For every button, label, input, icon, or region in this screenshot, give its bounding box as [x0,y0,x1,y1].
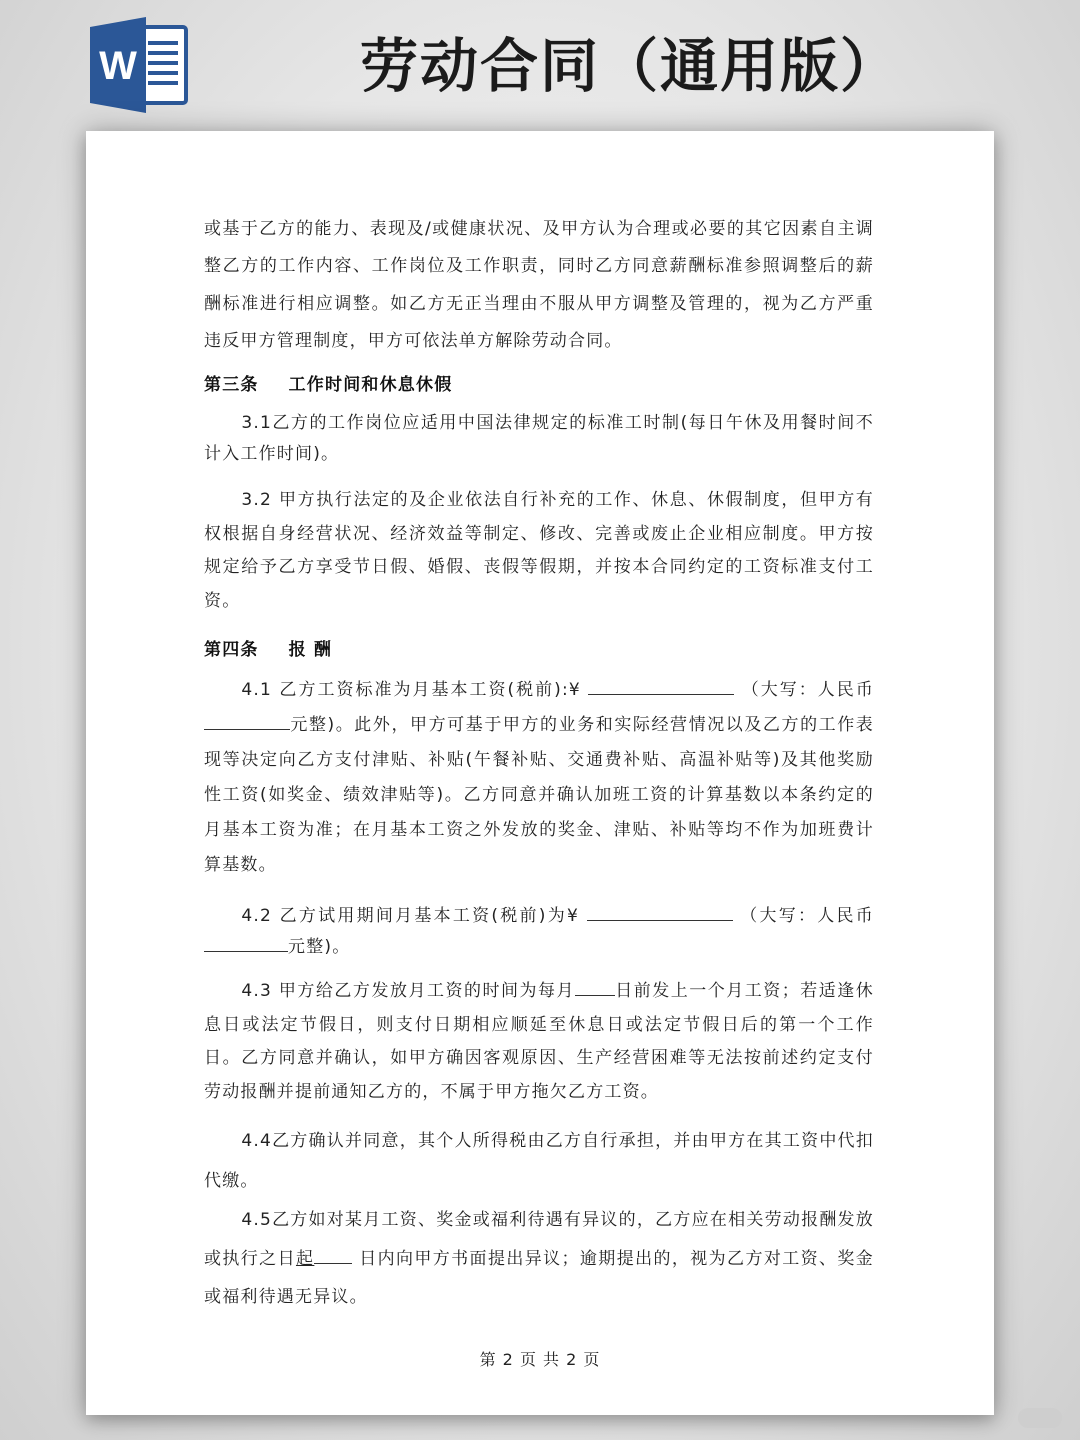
document-page [86,131,994,1415]
objection-days-blank[interactable] [314,1262,352,1264]
clause-4-2-text-c: 元整)。 [288,937,351,958]
clause-3-2: 3.2 甲方执行法定的及企业依法自行补充的工作、休息、休假制度，但甲方有权根据自身经营状况、经济效益等制定、修改、完善或废止企业相应制度。甲方按规定给予乙方享受节日假、婚假、丧假等假期，并按本合同约定的工资标准支付工资。 [204,490,874,611]
word-app-icon [90,17,188,113]
clause-4-2-text-b: （大写：人民币 [740,906,874,927]
article-3-number: 第三条 [204,375,259,396]
article-4-title: 报 酬 [288,640,333,661]
salary-amount-blank[interactable] [588,693,734,695]
article-4-number: 第四条 [204,640,259,661]
clause-4-2-text-a: 4.2 乙方试用期间月基本工资(税前)为¥ [241,906,579,927]
article-3-title: 工作时间和休息休假 [288,375,453,396]
payday-blank[interactable] [575,994,615,996]
salary-uppercase-blank[interactable] [204,728,290,730]
page-indicator: 第 2 页 共 2 页 [479,1350,601,1369]
clause-4-3 [204,975,874,1109]
word-icon-letter: W [99,44,137,88]
clause-4-5-text-a: 4.5乙方如对某月工资、奖金或福利待遇有异议的，乙方应在相关劳动报酬发放或执行之日 [204,1210,874,1269]
page-title: 劳动合同（通用版） [360,32,901,100]
clause-4-1-text-b: （大写：人民币 [741,680,875,701]
clause-4-5-text-b: 日内向甲方书面提出异议；逾期提出的，视为乙方对工资、奖金或福利待遇无异议。 [204,1248,875,1308]
clause-4-3-text-a: 4.3 甲方给乙方发放月工资的时间为每月 [241,981,575,1002]
probation-uppercase-blank[interactable] [204,950,288,952]
clause-4-5 [204,1201,874,1317]
article-4-heading [204,632,874,669]
probation-salary-blank[interactable] [587,919,733,921]
clause-4-2 [204,901,874,963]
clause-3-1: 3.1乙方的工作岗位应适用中国法律规定的标准工时制(每日午休及用餐时间不计入工作时间)。 [204,413,874,465]
clause-4-5-underlined-char: 起 [295,1248,315,1269]
intro-paragraph: 或基于乙方的能力、表现及/或健康状况、及甲方认为合理或必要的其它因素自主调整乙方的工作内容、工作岗位及工作职责，同时乙方同意薪酬标准参照调整后的薪酬标准进行相应调整。如乙方无正当理由不服从甲方调整及管理的，视为乙方严重违反甲方管理制度，甲方可依法单方解除劳动合同。 [204,219,874,351]
clause-4-3-text-b: 日前发上一个月工资；若适逢休息日或法定节假日，则支付日期相应顺延至休息日或法定节假日后的第一个工作日。乙方同意并确认，如甲方确因客观原因、生产经营困难等无法按前述约定支付劳动报酬并提前通知乙方的，不属于甲方拖欠乙方工资。 [204,981,874,1102]
word-icon [90,17,188,113]
clause-4-1-text-c: 元整)。此外，甲方可基于甲方的业务和实际经营情况以及乙方的工作表现等决定向乙方支付津贴、补贴(午餐补贴、交通费补贴、高温补贴等)及其他奖励性工资(如奖金、绩效津贴等)。乙方同意并确认加班工资的计算基数以本条约定的月基本工资为准；在月基本工资之外发放的奖金、津贴、补贴等均不作为加班费计算基数。 [204,715,874,876]
clause-4-4: 4.4乙方确认并同意，其个人所得税由乙方自行承担，并由甲方在其工资中代扣代缴。 [204,1131,874,1192]
clause-4-1-text-a: 4.1 乙方工资标准为月基本工资(税前):¥ [241,680,581,701]
document-content [204,211,874,1317]
watermark-badge [1018,1408,1062,1428]
clause-4-1 [204,673,874,883]
article-3-heading [204,367,874,404]
